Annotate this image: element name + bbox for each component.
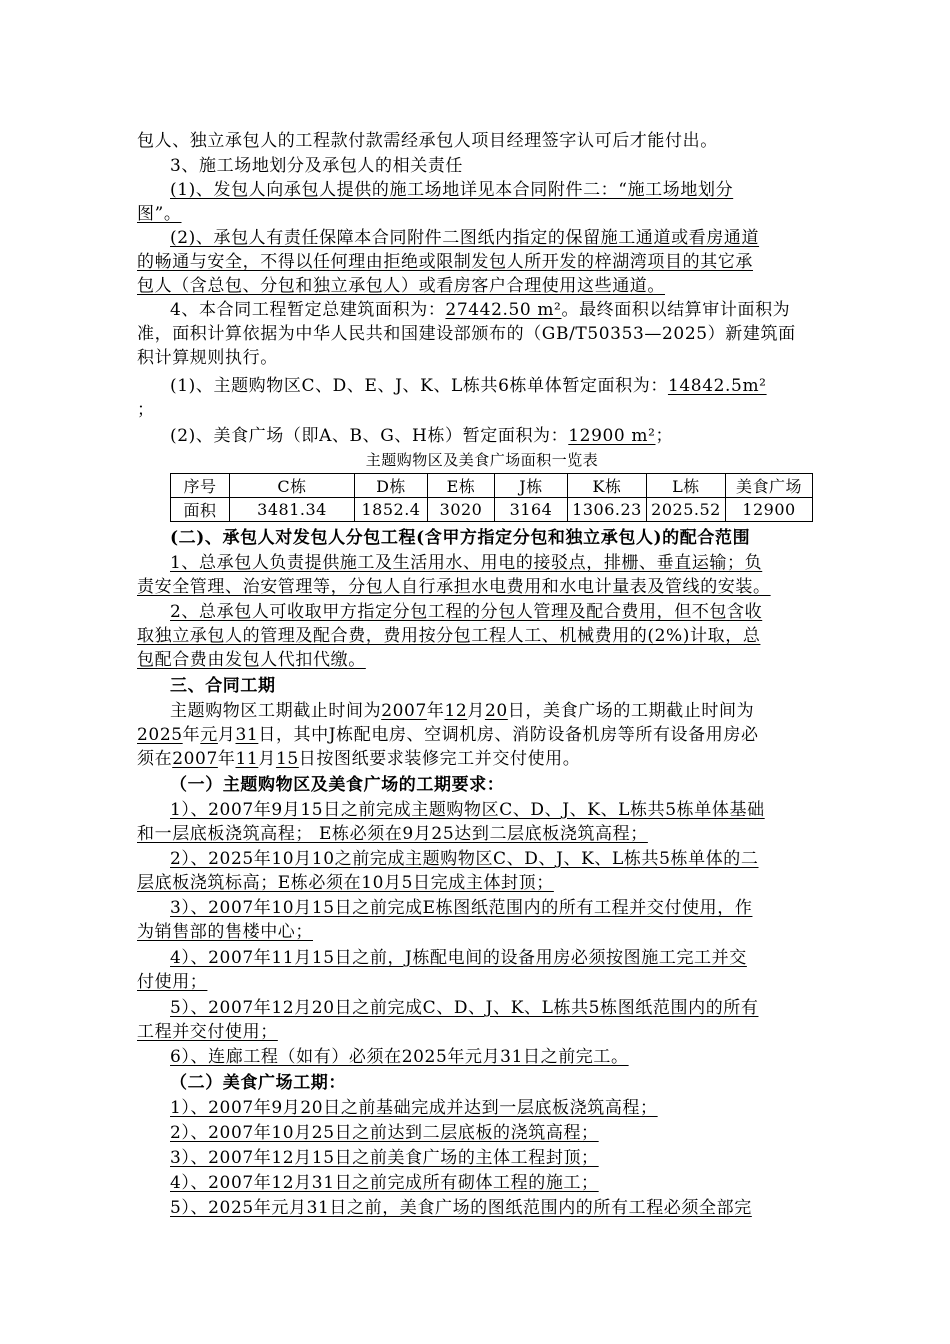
- paragraph-line: 1）、2007年9月20日之前基础完成并达到一层底板浇筑高程；: [170, 1098, 658, 1118]
- table-cell: 12900: [726, 498, 813, 522]
- section-heading: （一）主题购物区及美食广场的工期要求：: [170, 775, 505, 795]
- table-cell: L栋: [647, 474, 726, 498]
- table-cell: 1306.23: [568, 498, 647, 522]
- table-cell: 2025.52: [647, 498, 726, 522]
- area-table: [170, 473, 813, 522]
- paragraph-line: 包人（含总包、分包和独立承包人）或看房客户合理使用这些通道。: [137, 276, 665, 296]
- paragraph-line: 和一层底板浇筑高程； E栋必须在9月25达到二层底板浇筑高程；: [137, 824, 648, 844]
- paragraph-line: 层底板浇筑标高；E栋必须在10月5日完成主体封顶；: [137, 873, 554, 893]
- table-cell: J栋: [495, 474, 568, 498]
- table-caption: 主题购物区及美食广场面积一览表: [365, 451, 599, 469]
- paragraph-line: 为销售部的售楼中心；: [137, 922, 313, 942]
- paragraph-line: 2、总承包人可收取甲方指定分包工程的分包人管理及配合费用，但不包含收: [170, 602, 763, 622]
- paragraph-line: 1、总承包人负责提供施工及生活用水、用电的接驳点，排栅、垂直运输；负: [170, 553, 763, 573]
- paragraph-line: (1)、主题购物区C、D、E、J、K、L栋共6栋单体暂定面积为：14842.5m²: [170, 376, 767, 396]
- table-cell: D栋: [355, 474, 428, 498]
- paragraph-line: 4、本合同工程暂定总建筑面积为：27442.50 m²。最终面积以结算审计面积为: [170, 300, 791, 320]
- paragraph-line: 须在2007年11月15日按图纸要求装修完工并交付使用。: [137, 749, 581, 769]
- paragraph-line: 5）、2007年12月20日之前完成C、D、J、K、L栋共5栋图纸范围内的所有: [170, 998, 759, 1018]
- paragraph-line: 3）、2007年10月15日之前完成E栋图纸范围内的所有工程并交付使用，作: [170, 898, 753, 918]
- paragraph-line: (2)、承包人有责任保障本合同附件二图纸内指定的保留施工通道或看房通道: [170, 228, 760, 248]
- section-heading: 3、施工场地划分及承包人的相关责任: [170, 156, 464, 176]
- paragraph-line: 6）、连廊工程（如有）必须在2025年元月31日之前完工。: [170, 1047, 629, 1067]
- paragraph-line: (2)、美食广场（即A、B、G、H栋）暂定面积为：12900 m²；: [170, 426, 674, 446]
- paragraph-line: 2）、2025年10月10之前完成主题购物区C、D、J、K、L栋共5栋单体的二: [170, 849, 759, 869]
- paragraph-line: 责安全管理、治安管理等，分包人自行承担水电费用和水电计量表及管线的安装。: [137, 577, 771, 597]
- table-cell: E栋: [428, 474, 495, 498]
- paragraph-line: 图”。: [137, 204, 182, 224]
- table-cell: 3020: [428, 498, 495, 522]
- section-heading: （二）美食广场工期：: [170, 1073, 346, 1093]
- paragraph-line: 的畅通与安全，不得以任何理由拒绝或限制发包人所开发的梓湖湾项目的其它承: [137, 252, 753, 272]
- section-heading: (二)、承包人对发包人分包工程(含甲方指定分包和独立承包人)的配合范围: [170, 528, 751, 548]
- paragraph-line: 积计算规则执行。: [137, 348, 278, 368]
- table-cell: K栋: [568, 474, 647, 498]
- paragraph-line: 工程并交付使用；: [137, 1022, 278, 1042]
- paragraph-line: 1）、2007年9月15日之前完成主题购物区C、D、J、K、L栋共5栋单体基础: [170, 800, 765, 820]
- table-cell: C栋: [230, 474, 355, 498]
- paragraph-line: 4）、2007年12月31日之前完成所有砌体工程的施工；: [170, 1173, 599, 1193]
- paragraph-line: 2025年元月31日，其中J栋配电房、空调机房、消防设备机房等所有设备用房必: [137, 725, 759, 745]
- table-cell: 面积: [171, 498, 230, 522]
- section-heading: 三、合同工期: [170, 676, 276, 696]
- paragraph-line: 付使用；: [137, 972, 208, 992]
- table-cell: 3164: [495, 498, 568, 522]
- paragraph-line: 准，面积计算依据为中华人民共和国建设部颁布的（GB/T50353—2025）新建筑面: [137, 324, 796, 344]
- table-cell: 美食广场: [726, 474, 813, 498]
- paragraph-line: 主题购物区工期截止时间为2007年12月20日，美食广场的工期截止时间为: [170, 701, 755, 721]
- table-row: [171, 498, 813, 522]
- paragraph-line: 取独立承包人的管理及配合费，费用按分包工程人工、机械费用的(2%)计取，总: [137, 626, 761, 646]
- paragraph-line: 4）、2007年11月15日之前，J栋配电间的设备用房必须按图施工完工并交: [170, 948, 747, 968]
- paragraph-line: ；: [137, 400, 155, 420]
- table-cell: 3481.34: [230, 498, 355, 522]
- table-cell: 1852.4: [355, 498, 428, 522]
- paragraph-line: 包人、独立承包人的工程款付款需经承包人项目经理签字认可后才能付出。: [137, 131, 718, 151]
- paragraph-line: 2）、2007年10月25日之前达到二层底板的浇筑高程；: [170, 1123, 599, 1143]
- paragraph-line: 包配合费由发包人代扣代缴。: [137, 650, 366, 670]
- paragraph-line: 3）、2007年12月15日之前美食广场的主体工程封顶；: [170, 1148, 599, 1168]
- table-header-row: [171, 474, 813, 498]
- paragraph-line: 5）、2025年元月31日之前，美食广场的图纸范围内的所有工程必须全部完: [170, 1198, 752, 1218]
- table-cell: 序号: [171, 474, 230, 498]
- paragraph-line: (1)、发包人向承包人提供的施工场地详见本合同附件二：“施工场地划分: [170, 180, 734, 200]
